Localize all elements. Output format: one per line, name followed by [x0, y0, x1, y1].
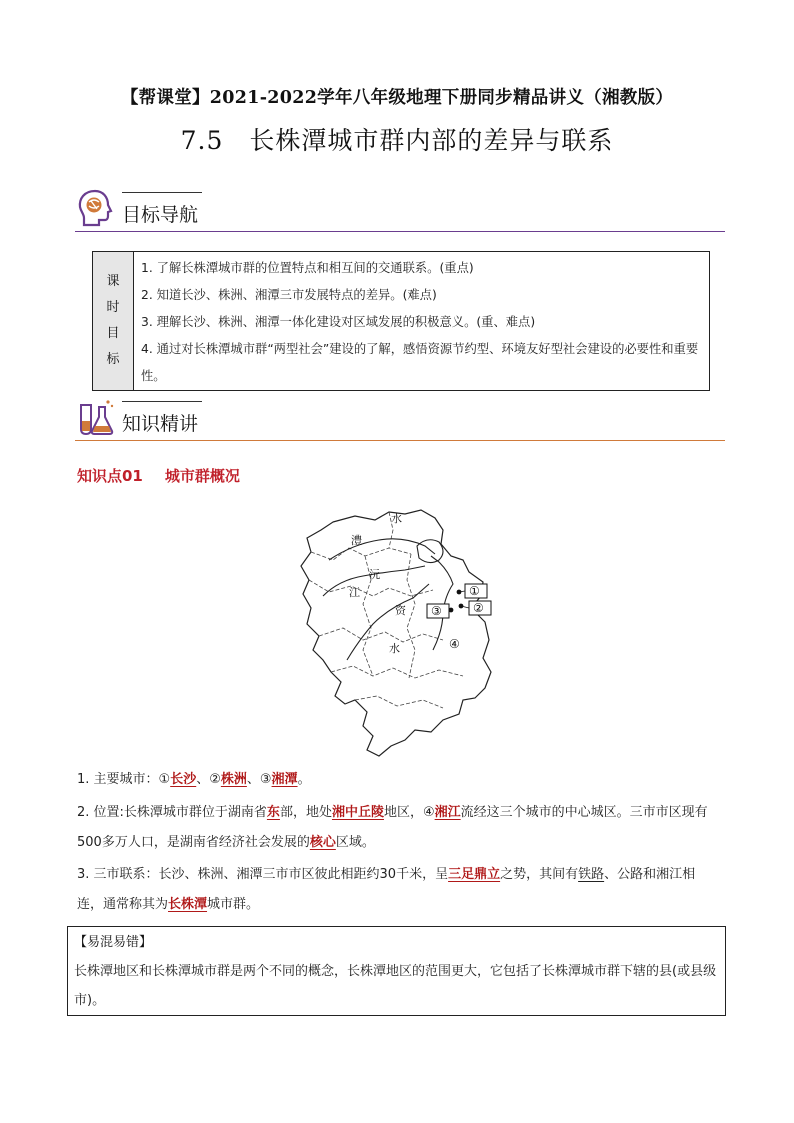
goal-item: 4. 通过对长株潭城市群“两型社会”建设的了解，感悟资源节约型、环境友好型社会建设的必要性和重要性。 — [141, 342, 699, 383]
province-outline — [301, 510, 491, 756]
paragraph-links — [77, 860, 717, 920]
answer-east: 东 — [266, 805, 280, 820]
text: 、公路和湘江相连，通常称其为 — [77, 867, 696, 912]
brain-head-icon — [75, 188, 115, 228]
label-jiang: 江 — [349, 586, 360, 599]
text: 之势，其间有 — [500, 867, 579, 882]
text: 部，地处 — [279, 805, 332, 820]
side-char: 课 — [106, 274, 120, 289]
lesson-title-text: 长株潭城市群内部的差异与联系 — [249, 126, 614, 155]
goals-list — [141, 255, 703, 390]
text: 地区，④ — [383, 805, 435, 820]
marker-1: ① — [469, 584, 480, 598]
lesson-title — [0, 121, 794, 157]
text: 。 — [297, 772, 311, 787]
answer-zhuzhou: 株洲 — [220, 772, 247, 787]
knowledge-point-number: 知识点01 — [77, 467, 143, 485]
answer-cluster-name: 长株潭 — [168, 897, 208, 912]
label-shui-top: 水 — [391, 512, 402, 525]
series-title: 【帮课堂】2021-2022学年八年级地理下册同步精品讲义（湘教版） — [120, 88, 674, 108]
marker-2: ② — [473, 601, 484, 615]
text: 城市群。 — [207, 897, 260, 912]
goals-section-header — [75, 192, 725, 232]
text: 流经这三个城市的中心城区。三市市区现有500多万人口，是湖南省经济社会发展的 — [77, 805, 708, 850]
river-xiang — [431, 556, 453, 650]
side-char: 目 — [106, 326, 120, 341]
knowledge-point-name: 城市群概况 — [164, 467, 240, 485]
answer-hills: 湘中丘陵 — [331, 805, 384, 820]
label-li: 澧 — [351, 534, 362, 547]
knowledge-section-title: 知识精讲 — [122, 413, 199, 435]
goal-item: 1. 了解长株潭城市群的位置特点和相互间的交通联系。(重点) — [141, 261, 474, 275]
admin-boundary — [311, 548, 411, 560]
header-top-line — [122, 401, 202, 402]
goals-section-title: 目标导航 — [122, 204, 199, 226]
text: 、③ — [246, 772, 272, 787]
dongting-lake — [417, 540, 443, 563]
knowledge-section-rule — [75, 440, 725, 441]
side-char: 标 — [106, 352, 120, 367]
text: 、② — [196, 772, 221, 787]
goal-item: 3. 理解长沙、株洲、湘潭一体化建设对区域发展的积极意义。(重、难点) — [141, 315, 536, 329]
admin-boundary — [309, 580, 433, 596]
admin-boundary — [331, 666, 463, 678]
text: 2. 位置:长株潭城市群位于湖南省 — [77, 805, 267, 820]
common-mistake-box — [67, 926, 726, 1016]
answer-tripod: 三足鼎立 — [448, 867, 501, 882]
paragraph-main-cities — [77, 765, 717, 795]
lesson-number: 7.5 — [180, 126, 224, 155]
text: 3. 三市联系：长沙、株洲、湘潭三市市区彼此相距约30千米，呈 — [77, 867, 449, 882]
underlined-railway: 铁路 — [578, 867, 605, 882]
answer-xiangjiang: 湘江 — [434, 805, 461, 820]
knowledge-point-title — [77, 465, 240, 486]
lab-flask-icon — [75, 397, 115, 437]
label-zi: 资 — [395, 604, 406, 617]
note-body: 长株潭地区和长株潭城市群是两个不同的概念，长株潭地区的范围更大，它包括了长株潭城市群下辖的县(或县级市)。 — [74, 964, 717, 1008]
header-top-line — [122, 192, 202, 193]
admin-boundary — [319, 628, 443, 642]
goals-table — [92, 251, 710, 391]
hunan-map — [293, 500, 515, 758]
goal-item: 2. 知道长沙、株洲、湘潭三市发展特点的差异。(难点) — [141, 288, 437, 302]
admin-boundary — [407, 554, 415, 678]
text: 1. 主要城市：① — [77, 772, 171, 787]
answer-changsha: 长沙 — [170, 772, 197, 787]
admin-boundary — [355, 696, 443, 708]
marker-3: ③ — [431, 604, 442, 618]
label-shui-bottom: 水 — [389, 642, 400, 655]
marker-4: ④ — [449, 637, 460, 651]
paragraph-location — [77, 798, 717, 858]
note-title: 【易混易错】 — [74, 935, 153, 950]
side-char: 时 — [106, 300, 120, 315]
answer-core: 核心 — [309, 835, 336, 850]
answer-xiangtan: 湘潭 — [271, 772, 298, 787]
goals-section-rule — [75, 231, 725, 232]
text: 区域。 — [335, 835, 375, 850]
label-yuan: 沅 — [369, 568, 380, 581]
goals-side-label — [93, 252, 134, 390]
knowledge-section-header — [75, 401, 725, 441]
